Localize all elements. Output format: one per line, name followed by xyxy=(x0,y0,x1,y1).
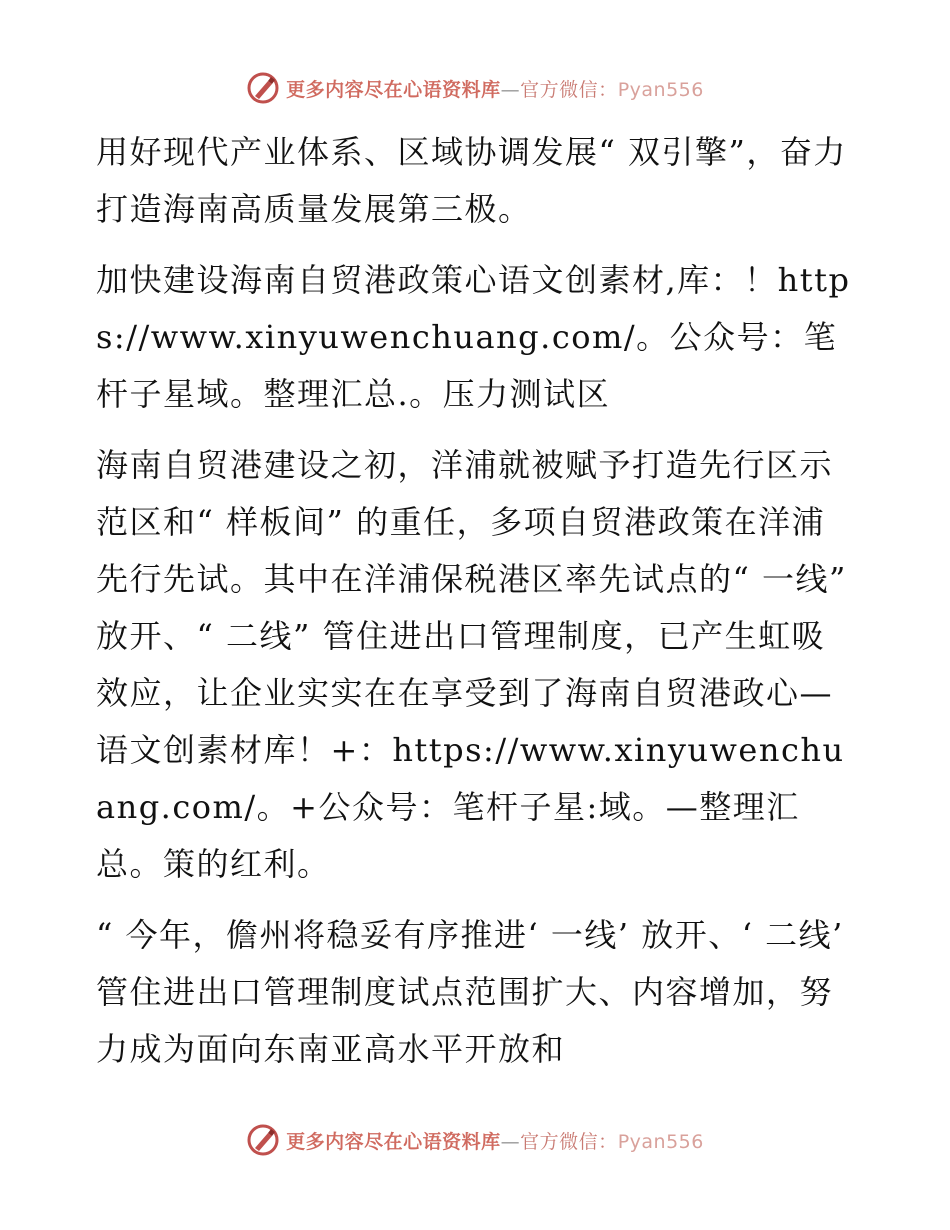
watermark-separator: — xyxy=(500,78,521,101)
paragraph: “ 今年，儋州将稳妥有序推进‘ 一线’ 放开、‘ 二线’ 管住进出口管理制度试点范围扩大、内容增加，努力成为面向东南亚高水平开放和 xyxy=(96,916,844,1068)
header-watermark xyxy=(0,68,950,108)
watermark-separator: — xyxy=(500,1130,521,1153)
watermark-text xyxy=(286,1127,704,1154)
paragraph: 用好现代产业体系、区域协调发展“ 双引擎”，奋力打造海南高质量发展第三极。 xyxy=(96,133,847,228)
watermark-brand: 更多内容尽在心语资料库 xyxy=(286,78,501,101)
paragraph: 海南自贸港建设之初，洋浦就被赋予打造先行区示范区和“ 样板间” 的重任，多项自贸港政策在洋浦先行先试。其中在洋浦保税港区率先试点的“ 一线” 放开、“ 二线” 管住进出口管理制度，已产生虹吸效应，让企业实实在在享受到了海南自贸港政心—语文创素材库！+：https://www.xinyuwenchuang.com/。+公众号：笔杆子星:域。—整理汇总。策的红利。 xyxy=(96,446,847,883)
watermark-account: 官方微信： xyxy=(520,78,618,101)
pen-logo-icon xyxy=(246,71,280,105)
footer-watermark xyxy=(0,1120,950,1160)
pen-logo-icon xyxy=(246,1123,280,1157)
watermark-brand: 更多内容尽在心语资料库 xyxy=(286,1130,501,1153)
watermark-account: 官方微信： xyxy=(520,1130,618,1153)
paragraph: 加快建设海南自贸港政策心语文创素材,库：！https://www.xinyuwenchuang.com/。公众号：笔杆子星域。整理汇总.。压力测试区 xyxy=(96,261,851,413)
document-body xyxy=(96,124,856,1092)
watermark-text xyxy=(286,75,704,102)
watermark-id: Pyan556 xyxy=(617,1130,704,1153)
watermark-id: Pyan556 xyxy=(617,78,704,101)
